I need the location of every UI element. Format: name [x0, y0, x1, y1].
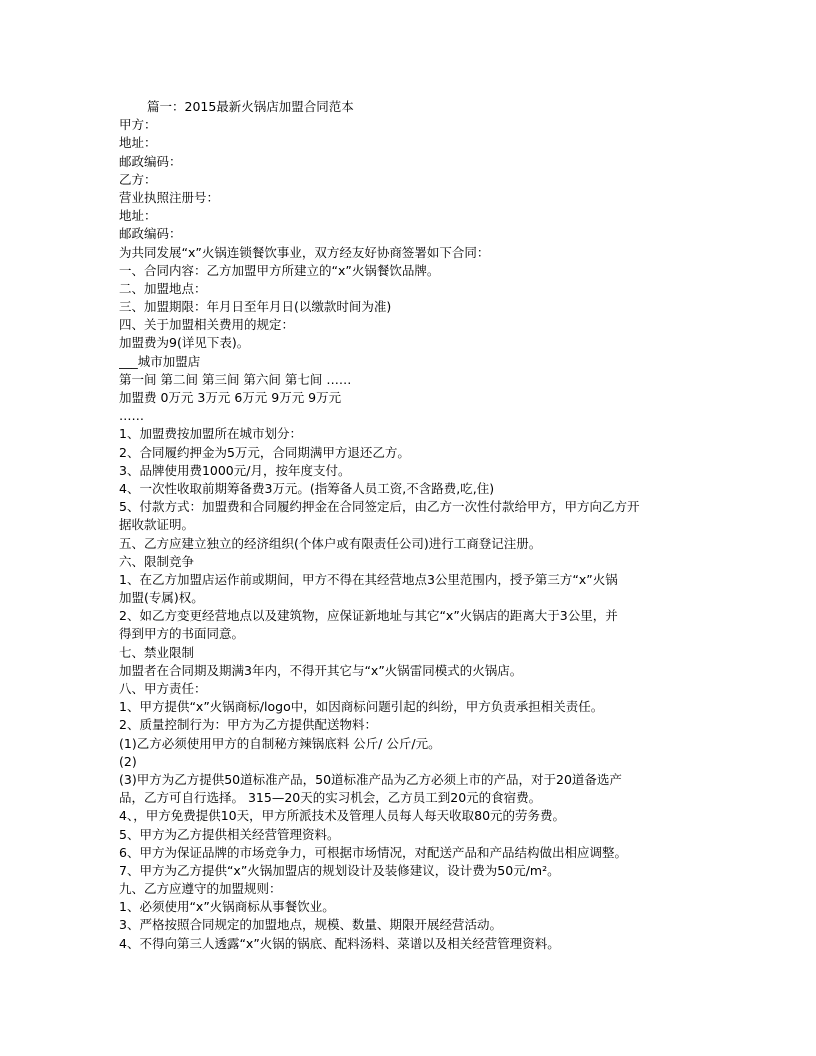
paragraph-line: 加盟费为9(详见下表)。: [119, 335, 250, 351]
fee-table-header: 第一间 第二间 第三间 第六间 第七间 ……: [119, 371, 352, 387]
party-b-label: 乙方：: [119, 171, 157, 187]
paragraph-line: (3)甲方为乙方提供50道标准产品，50道标准产品为乙方必须上市的产品，对于20道备选产: [119, 771, 622, 787]
paragraph-line: 1、必须使用“x”火锅商标从事餐饮业。: [119, 899, 335, 915]
paragraph-line: ___城市加盟店: [119, 353, 201, 369]
preamble: 为共同发展“x”火锅连锁餐饮事业，双方经友好协商签署如下合同：: [119, 244, 490, 260]
section-8-heading: 八、甲方责任：: [119, 681, 207, 696]
section-4-heading: 四、关于加盟相关费用的规定：: [119, 317, 295, 333]
section-1-heading: 一、合同内容：乙方加盟甲方所建立的“x”火锅餐饮品牌。: [119, 262, 440, 278]
section-5-heading: 五、乙方应建立独立的经济组织(个体户或有限责任公司)进行工商登记注册。: [119, 535, 542, 551]
paragraph-line: 3、严格按照合同规定的加盟地点，规模、数量、期限开展经营活动。: [119, 917, 502, 933]
paragraph-line: 4、，甲方免费提供10天，甲方所派技术及管理人员每人每天收取80元的劳务费。: [119, 808, 566, 824]
section-7-heading: 七、禁业限制: [119, 644, 195, 660]
paragraph-line: (1)乙方必须使用甲方的自制秘方辣锅底料 公斤/ 公斤/元。: [119, 735, 441, 751]
paragraph-line: 1、加盟费按加盟所在城市划分：: [119, 426, 302, 442]
party-b-license: 营业执照注册号：: [119, 189, 220, 205]
paragraph-line: 2、质量控制行为：甲方为乙方提供配送物料：: [119, 717, 377, 733]
section-6-heading: 六、限制竞争: [119, 553, 195, 569]
fee-table-row: 加盟费 0万元 3万元 6万元 9万元 9万元: [119, 390, 342, 405]
paragraph-line: 5、付款方式：加盟费和合同履约押金在合同签定后，由乙方一次性付款给甲方，甲方向乙方开: [119, 499, 640, 515]
section-2-heading: 二、加盟地点：: [119, 280, 207, 296]
section-9-heading: 九、乙方应遵守的加盟规则：: [119, 881, 282, 897]
document-page: [119, 98, 709, 953]
party-b-postcode: 邮政编码：: [119, 226, 182, 242]
paragraph-line: 4、一次性收取前期筹备费3万元。(指筹备人员工资,不含路费,吃,住): [119, 480, 495, 496]
paragraph-line: 7、甲方为乙方提供“x”火锅加盟店的规划设计及装修建议，设计费为50元/m²。: [119, 862, 560, 878]
section-3-heading: 三、加盟期限：年月日至年月日(以缴款时间为准): [119, 299, 392, 315]
party-a-postcode: 邮政编码：: [119, 153, 182, 169]
paragraph-line: (2): [119, 753, 137, 769]
paragraph-line: 据收款证明。: [119, 517, 195, 533]
paragraph-line: 品，乙方可自行选择。 315—20天的实习机会，乙方员工到20元的食宿费。: [119, 790, 542, 806]
paragraph-line: 1、在乙方加盟店运作前或期间，甲方不得在其经营地点3公里范围内，授予第三方“x”火锅: [119, 571, 618, 587]
party-b-address: 地址：: [119, 208, 157, 224]
paragraph-line: 3、品牌使用费1000元/月，按年度支付。: [119, 462, 351, 478]
paragraph-line: ……: [119, 408, 144, 424]
paragraph-line: 2、如乙方变更经营地点以及建筑物，应保证新地址与其它“x”火锅店的距离大于3公里，并: [119, 608, 618, 624]
paragraph-line: 5、甲方为乙方提供相关经营管理资料。: [119, 826, 340, 842]
document-title: 篇一：2015最新火锅店加盟合同范本: [147, 99, 354, 114]
paragraph-line: 1、甲方提供“x”火锅商标/logo中，如因商标问题引起的纠纷，甲方负责承担相关责任。: [119, 699, 604, 715]
party-a-address: 地址：: [119, 135, 157, 151]
paragraph-line: 得到甲方的书面同意。: [119, 626, 245, 642]
party-a-label: 甲方：: [119, 117, 157, 133]
paragraph-line: 6、甲方为保证品牌的市场竞争力，可根据市场情况，对配送产品和产品结构做出相应调整。: [119, 844, 627, 860]
paragraph-line: 2、合同履约押金为5万元，合同期满甲方退还乙方。: [119, 444, 410, 460]
paragraph-line: 加盟(专属)权。: [119, 590, 204, 606]
paragraph-line: 加盟者在合同期及期满3年内，不得开其它与“x”火锅雷同模式的火锅店。: [119, 662, 523, 678]
paragraph-line: 4、不得向第三人透露“x”火锅的锅底、配料汤料、菜谱以及相关经营管理资料。: [119, 935, 560, 951]
